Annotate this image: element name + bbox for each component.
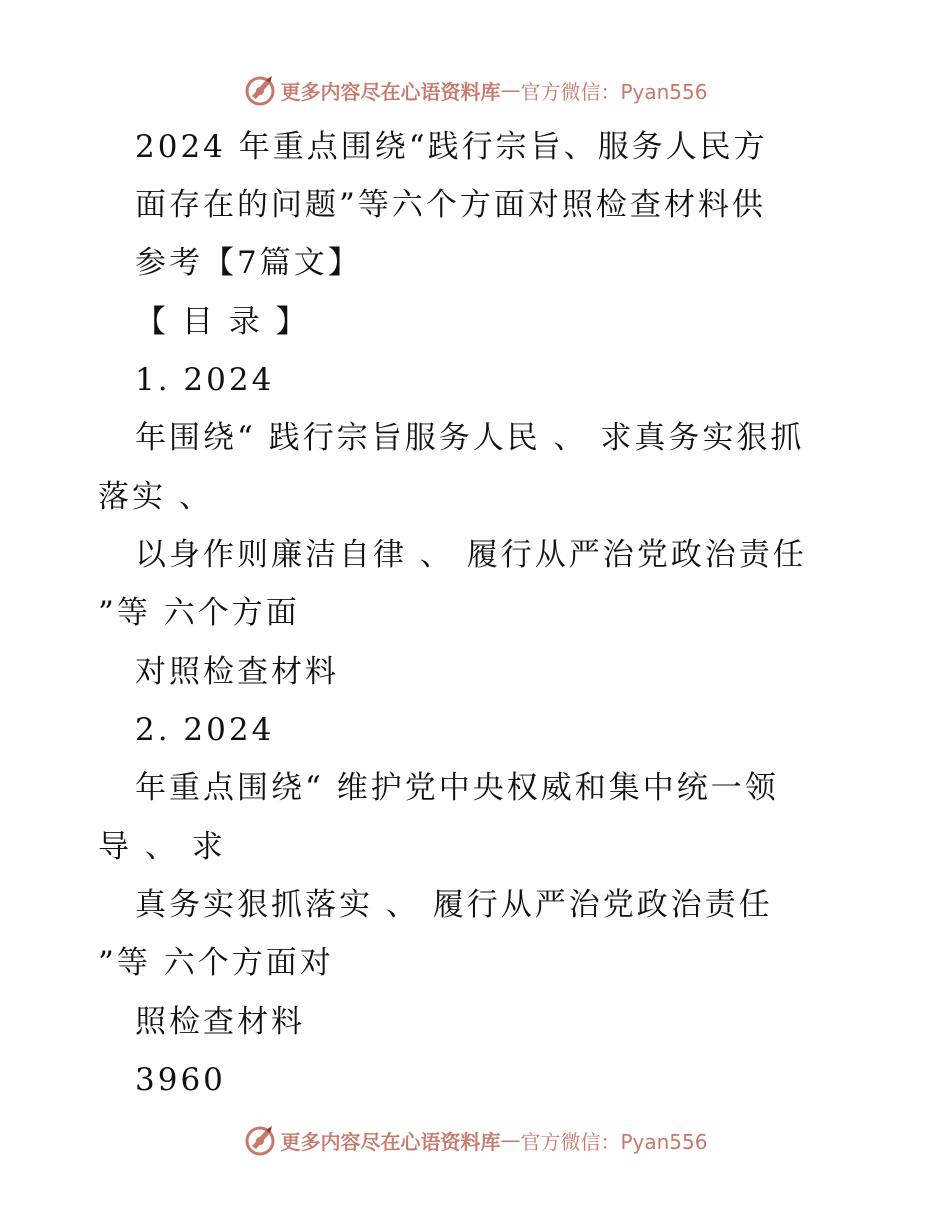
word-count: 3960: [135, 1062, 226, 1098]
banner-separator: —: [500, 78, 521, 102]
logo-icon: [242, 1122, 278, 1158]
footer-banner: [0, 1120, 950, 1160]
toc-item-2-line-2: 导 、 求: [98, 829, 226, 865]
header-banner: [0, 70, 950, 110]
toc-item-1-line-4: ”等 六个方面: [98, 595, 300, 631]
banner-wechat: 官方微信：Pyan556: [520, 1129, 708, 1154]
banner-wechat: 官方微信：Pyan556: [520, 79, 708, 104]
toc-item-2-line-4: ”等 六个方面对: [98, 945, 334, 981]
banner-brand: 更多内容尽在心语资料库: [280, 1129, 501, 1154]
logo-icon: [242, 72, 278, 108]
banner-brand: 更多内容尽在心语资料库: [280, 79, 501, 104]
title-line-1: 2024 年重点围绕“践行宗旨、服务人民方: [135, 129, 768, 165]
toc-item-2-line-3: 真务实狠抓落实 、 履行从严治党政治责任: [135, 887, 773, 923]
toc-item-1-line-3: 以身作则廉洁自律 、 履行从严治党政治责任: [135, 537, 807, 573]
title-line-3: 参考【7篇文】: [135, 245, 362, 281]
toc-item-1-line-5: 对照检查材料: [135, 654, 339, 690]
banner-separator: —: [500, 1128, 521, 1152]
title-line-2: 面存在的问题”等六个方面对照检查材料供: [135, 187, 766, 223]
toc-item-1-line-2: 落实 、: [98, 479, 213, 515]
toc-item-2-line-5: 照检查材料: [135, 1004, 305, 1040]
toc-item-1-line-1: 年围绕“ 践行宗旨服务人民 、 求真务实狠抓: [135, 420, 805, 456]
toc-item-2-line-1: 年重点围绕“ 维护党中央权威和集中统一领: [135, 770, 779, 806]
toc-item-1-number: 1. 2024: [135, 362, 275, 398]
toc-heading: 【 目 录 】: [135, 304, 310, 340]
toc-item-2-number: 2. 2024: [135, 712, 275, 748]
